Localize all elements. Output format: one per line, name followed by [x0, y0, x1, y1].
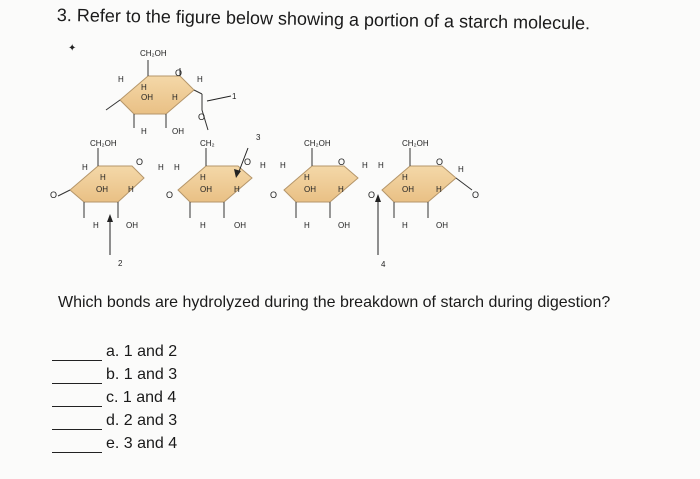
ring2-ch2: CH₂ — [200, 139, 215, 148]
ring1-left-o: O — [50, 190, 58, 200]
ring2-h-5: H — [200, 221, 206, 230]
bond-2-label: 2 — [118, 259, 123, 268]
ring3-h-2: H — [338, 185, 344, 194]
starch-structure-diagram — [48, 38, 508, 278]
ring4-h-4: H — [402, 221, 408, 230]
ring-1 — [50, 139, 144, 268]
question-prompt: Which bonds are hydrolyzed during the breakdown of starch during digestion? — [58, 294, 611, 311]
choice-d[interactable] — [52, 407, 177, 430]
ring1-h-4: H — [93, 221, 99, 230]
ring2-o: O — [244, 157, 252, 167]
top-ring-o: O — [175, 68, 183, 78]
top-h-4: H — [197, 75, 203, 84]
top-h-3: H — [172, 93, 178, 102]
cursor-spark-icon: ✦ — [68, 43, 77, 54]
choice-label: e. 3 and 4 — [106, 435, 178, 452]
bond-3-label: 3 — [256, 133, 261, 142]
glycosidic-o-1: O — [166, 190, 174, 200]
top-oh: OH — [141, 93, 153, 102]
answer-choices — [52, 338, 177, 453]
bond-1-o: O — [198, 112, 206, 122]
ring4-h-2: H — [402, 173, 408, 182]
choice-a[interactable] — [52, 338, 177, 361]
ring1-oh: OH — [96, 185, 108, 194]
choice-label: c. 1 and 4 — [106, 389, 177, 406]
ring4-oh-2: OH — [436, 221, 448, 230]
glycosidic-o-2: O — [270, 190, 278, 200]
ring3-oh-2: OH — [338, 221, 350, 230]
ring3-h-3: H — [304, 221, 310, 230]
ring-2 — [158, 133, 261, 230]
ring1-h-2: H — [100, 173, 106, 182]
ring3-oh: OH — [304, 185, 316, 194]
ring2-right-h: H — [260, 161, 266, 170]
top-h-5: H — [141, 127, 147, 136]
question-title: 3. Refer to the figure below showing a portion of a starch molecule. — [56, 5, 591, 34]
ring1-h-3: H — [128, 185, 134, 194]
answer-blank[interactable] — [52, 392, 102, 407]
ring3-h-1: H — [304, 173, 310, 182]
ring2-h-3: H — [200, 173, 206, 182]
choice-label: d. 2 and 3 — [106, 412, 178, 429]
answer-blank[interactable] — [52, 438, 102, 453]
choice-c[interactable] — [52, 384, 177, 407]
ring1-oh-2: OH — [126, 221, 138, 230]
starch-figure — [48, 38, 508, 278]
ring4-oh: OH — [402, 185, 414, 194]
ring2-h-4: H — [234, 185, 240, 194]
ring-3 — [284, 139, 358, 230]
ring4-ch2oh: CH₂OH — [402, 139, 429, 148]
ring3-right-h: H — [362, 161, 368, 170]
ring1-h-1: H — [82, 163, 88, 172]
choice-label: b. 1 and 3 — [106, 366, 178, 383]
ring3-left-h: H — [280, 161, 286, 170]
ring4-h-1: H — [458, 165, 464, 174]
answer-blank[interactable] — [52, 415, 102, 430]
top-ch2oh-label: CH₂OH — [140, 49, 167, 58]
ring1-ch2oh: CH₂OH — [90, 139, 117, 148]
choice-b[interactable] — [52, 361, 177, 384]
top-glucose-ring — [106, 49, 237, 136]
ring2-h-2: H — [174, 163, 180, 172]
bond-4-label: 4 — [381, 260, 386, 269]
top-h-2: H — [141, 83, 147, 92]
ring3-ch2oh: CH₂OH — [304, 139, 331, 148]
answer-blank[interactable] — [52, 369, 102, 384]
ring4-o: O — [436, 157, 444, 167]
ring1-o: O — [136, 157, 144, 167]
ring-4 — [382, 139, 479, 230]
top-oh-2: OH — [172, 127, 184, 136]
ring2-oh-2: OH — [234, 221, 246, 230]
bond-1-label: 1 — [232, 92, 237, 101]
ring4-left-h: H — [378, 161, 384, 170]
choice-label: a. 1 and 2 — [106, 343, 178, 360]
top-h-1: H — [118, 75, 124, 84]
ring2-oh: OH — [200, 185, 212, 194]
ring2-h-1: H — [158, 163, 164, 172]
choice-e[interactable] — [52, 430, 177, 453]
ring4-right-o: O — [472, 190, 480, 200]
ring4-h-3: H — [436, 185, 442, 194]
glycosidic-o-3: O — [368, 190, 376, 200]
ring3-o: O — [338, 157, 346, 167]
answer-blank[interactable] — [52, 346, 102, 361]
